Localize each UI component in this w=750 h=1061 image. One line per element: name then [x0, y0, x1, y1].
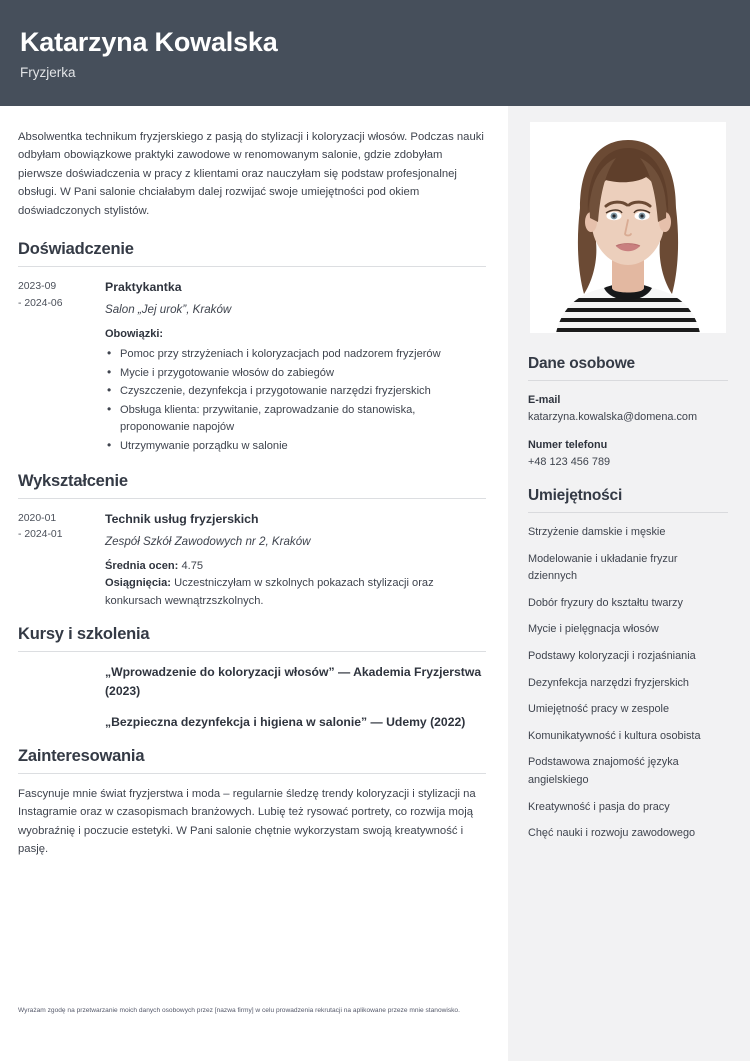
education-grade-label: Średnia ocen: — [105, 559, 179, 572]
main-column — [0, 106, 508, 1061]
section-personal-data — [528, 355, 728, 470]
list-item: Podstawy koloryzacji i rozjaśniania — [528, 649, 696, 662]
education-achievements-value: Uczestniczyłam w szkolnych pokazach stylizacji oraz konkursach wewnątrzszkolnych. — [105, 577, 434, 607]
cv-body — [0, 106, 750, 1061]
education-entry — [18, 510, 486, 611]
list-item: Chęć nauki i rozwoju zawodowego — [528, 827, 696, 840]
section-title-interests: Zainteresowania — [18, 746, 145, 765]
experience-date-start: 2023-09 — [18, 281, 57, 293]
experience-employer: Salon „Jej urok”, Kraków — [105, 303, 232, 317]
experience-duties-label: Obowiązki: — [105, 328, 164, 341]
course-date-spacer — [18, 713, 105, 732]
experience-details — [105, 278, 486, 457]
list-item: • Mycie i przygotowanie włosów do zabiegów — [105, 365, 486, 383]
list-item: Kreatywność i pasja do pracy — [528, 800, 670, 813]
list-item: Umiejętność pracy w zespole — [528, 703, 670, 716]
list-item: Dezynfekcja narzędzi fryzjerskich — [528, 676, 689, 689]
section-title-personal-data: Dane osobowe — [528, 355, 635, 372]
education-date-start: 2020-01 — [18, 512, 57, 524]
experience-entry — [18, 278, 486, 457]
list-item: Podstawowa znajomość języka angielskiego — [528, 756, 679, 786]
section-title-education: Wykształcenie — [18, 471, 128, 490]
course-title: „Bezpieczna dezynfekcja i higiena w salonie” — Udemy (2022) — [105, 715, 466, 730]
education-dates — [18, 510, 105, 611]
section-interests — [18, 747, 486, 859]
course-entry — [18, 663, 486, 700]
cv-header — [0, 0, 750, 106]
list-item: • Utrzymywanie porządku w salonie — [105, 438, 486, 456]
list-item: Strzyżenie damskie i męskie — [528, 526, 666, 538]
email-value[interactable]: katarzyna.kowalska@domena.com — [528, 411, 698, 423]
list-item: • Czyszczenie, dezynfekcja i przygotowanie narzędzi fryzjerskich — [105, 383, 486, 401]
experience-duties-list — [105, 346, 486, 456]
section-education — [18, 472, 486, 611]
section-title-skills: Umiejętności — [528, 487, 623, 504]
phone-value[interactable]: +48 123 456 789 — [528, 456, 611, 468]
experience-dates — [18, 278, 105, 457]
section-courses — [18, 625, 486, 732]
list-item: Modelowanie i układanie fryzur dziennych — [528, 552, 678, 583]
education-date-end: - 2024-01 — [18, 529, 63, 541]
list-item: Mycie i pielęgnacja włosów — [528, 623, 659, 636]
education-grade — [105, 558, 486, 576]
page-title: Katarzyna Kowalska — [20, 27, 278, 57]
professional-summary: Absolwentka technikum fryzjerskiego z pasją do stylizacji i koloryzacji włosów. Podczas nauki odbyłam obowiązkowe praktyki zawodowe w renomowanym salonie, gdzie zdobyłam pierwsze doświadczenia w pracy z klientami oraz nauczyłam się podstaw profesjonalnej obsługi. W Pani salonie chciałabym dalej rozwijać swoje umiejętności pod okiem doświadczonych stylistów. — [18, 131, 484, 217]
education-grade-value: 4.75 — [181, 559, 204, 572]
education-achievements — [105, 575, 486, 610]
section-experience — [18, 240, 486, 457]
section-divider — [528, 380, 728, 381]
profile-photo-illustration — [530, 122, 726, 333]
sidebar-column — [508, 106, 750, 1061]
list-item: Dobór fryzury do kształtu twarzy — [528, 596, 683, 609]
education-degree: Technik usług fryzjerskich — [105, 511, 259, 526]
education-school: Zespół Szkół Zawodowych nr 2, Kraków — [105, 534, 311, 548]
section-title-courses: Kursy i szkolenia — [18, 625, 150, 644]
course-date-spacer — [18, 663, 105, 700]
section-divider — [18, 651, 486, 652]
experience-job-title: Praktykantka — [105, 280, 182, 295]
education-details — [105, 510, 486, 611]
experience-date-end: - 2024-06 — [18, 297, 63, 309]
course-entry — [18, 713, 486, 732]
education-achievements-label: Osiągnięcia: — [105, 577, 171, 590]
section-title-experience: Doświadczenie — [18, 240, 134, 259]
job-role-subtitle: Fryzjerka — [20, 65, 76, 80]
list-item: • Obsługa klienta: przywitanie, zaprowadzanie do stanowiska, proponowanie napojów — [105, 402, 486, 437]
section-divider — [18, 498, 486, 499]
list-item: Komunikatywność i kultura osobista — [528, 729, 701, 742]
gdpr-consent-clause: Wyrażam zgodę na przetwarzanie moich danych osobowych przez [nazwa firmy] w celu prowadzenia rekrutacji na aplikowane przeze mnie stanowisko. — [18, 1007, 460, 1014]
section-skills — [528, 487, 728, 843]
email-label: E-mail — [528, 394, 561, 406]
course-title: „Wprowadzenie do koloryzacji włosów” — Akademia Fryzjerstwa (2023) — [105, 665, 482, 698]
section-divider — [18, 773, 486, 774]
interests-text: Fascynuje mnie świat fryzjerstwa i moda – regularnie śledzę trendy koloryzacji i stylizacji na Instagramie oraz w czasopismach branżowych. Lubię też rysować portrety, co rozwija moją wyobraźnię i poczucie estetyki. W Pani salonie chętnie wykorzystam swoją kreatywność i pasję. — [18, 787, 476, 856]
section-divider — [18, 266, 486, 267]
avatar — [530, 122, 726, 333]
phone-label: Numer telefonu — [528, 439, 608, 451]
list-item: • Pomoc przy strzyżeniach i koloryzacjach pod nadzorem fryzjerów — [105, 346, 486, 364]
section-divider — [528, 512, 728, 513]
